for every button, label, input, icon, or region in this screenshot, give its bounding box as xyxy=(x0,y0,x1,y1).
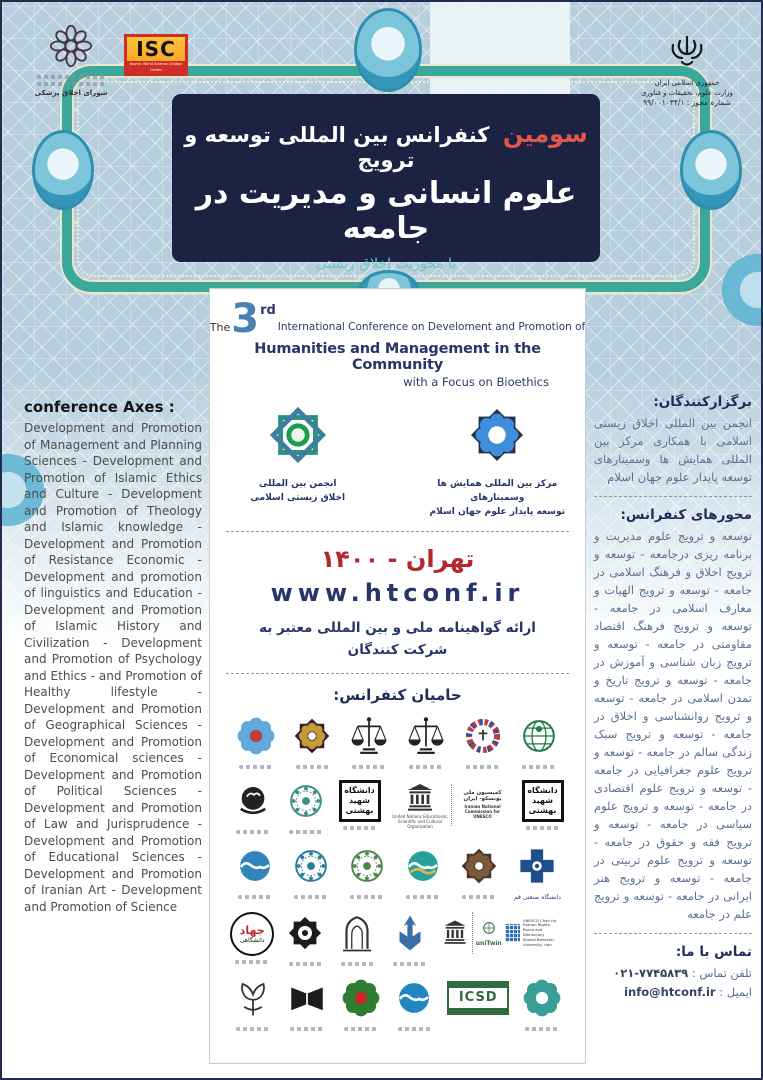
dashed-separator xyxy=(226,673,569,674)
banner-subtitle: با محوریت اخلاق زیستی xyxy=(315,256,457,272)
sponsor-logo-scientific-ethics-association xyxy=(235,715,277,769)
website-link[interactable]: www.htconf.ir xyxy=(270,579,525,607)
title-line-2: Humanities and Management in the Community xyxy=(254,341,541,373)
seminars-center-logo xyxy=(420,403,576,519)
sponsor-logo-unesco-national-commission: United Nations Educational, Scientific and Cultural Organization کمیسیون ملی یونسکو- ایران Iranian National Commission for UNESCO xyxy=(392,780,510,829)
isc-subtitle: Islamic World Science Citation Center xyxy=(127,61,185,73)
sponsor-logo-bioethics-association xyxy=(521,977,563,1031)
isc-label: ISC xyxy=(136,37,176,61)
org-logo-caption-1a: انجمن بین المللی xyxy=(259,479,337,489)
dashed-separator xyxy=(594,496,752,497)
sponsor-logo-shahid-beheshti-university: دانشگاه شهید بهشتی xyxy=(339,780,381,830)
email-line xyxy=(594,983,752,1002)
sponsor-logo-icsd: ICSD xyxy=(447,977,509,1015)
sponsor-logo-iranian-sharing-culture-house xyxy=(340,977,382,1031)
sponsor-logo-jahad-daneshgahi: جهاد دانشگاهی xyxy=(230,912,274,964)
certificate-line-2: شرکت کنندگان xyxy=(347,642,448,658)
title-ordinal-suffix: rd xyxy=(260,303,276,318)
sponsor-logo-justice-ministry xyxy=(348,715,390,769)
star-flower-icon xyxy=(465,403,529,467)
bioethics-association-logo xyxy=(220,403,376,519)
phone-number[interactable]: ۰۲۱-۷۷۴۵۸۳۹ xyxy=(613,966,689,980)
title-line-3: with a Focus on Bioethics xyxy=(403,375,549,389)
sponsor-logo-caspian-studies-center xyxy=(402,845,444,899)
seal-caption: شورای اخلاق پزشکی xyxy=(34,89,108,97)
sponsor-logo-islamic-azad-university xyxy=(389,912,431,966)
org-logo-caption-1b: اخلاق زیستی اسلامی xyxy=(250,493,346,503)
sponsor-logo-science-culture-university xyxy=(284,912,326,966)
sponsor-logo-book-society xyxy=(286,977,328,1031)
iran-emblem-icon xyxy=(667,28,707,74)
banner-line-1 xyxy=(172,120,600,172)
islamic-bioethics-knot-icon xyxy=(266,403,330,467)
contact-block xyxy=(594,944,752,1002)
dashed-separator xyxy=(594,933,752,934)
sponsor-logo-isesco xyxy=(518,715,560,769)
email-label: ایمیل : xyxy=(715,985,752,999)
sponsors-row xyxy=(220,780,575,834)
sponsor-logo-unesco-chair-human-rights: uniTwin UNESCO Chair for Human Rights, Peace and Democracy Shahid Beheshti University, Iran xyxy=(441,912,565,954)
seal-calligraphy-line xyxy=(37,82,106,86)
central-card xyxy=(209,288,586,1064)
organizers-heading: برگزارکنندگان: xyxy=(653,394,752,410)
sponsor-logo-qom-university-of-technology: دانشگاه صنعتی قم xyxy=(514,845,561,901)
org-logo-caption-2b: توسعه پایدار علوم جهان اسلام xyxy=(429,507,565,517)
sponsor-logo-sustainable-development-research-center xyxy=(393,977,435,1031)
org-logo-caption-2a: مرکز بین المللی همایش ها وسمینارهای xyxy=(437,479,558,503)
banner-highlight-word: سومین xyxy=(502,120,588,148)
title-line-1: International Conference on Develoment and Promotion of xyxy=(277,321,586,333)
sponsor-logo-shahid-beheshti-university-2: دانشگاه شهید بهشتی xyxy=(522,780,564,830)
banner-line1-rest: کنفرانس بین المللی توسعه و ترویج xyxy=(184,123,490,172)
license-number: شماره مجوز : ۹۹/۰۰۱۰۳۴/۱ xyxy=(643,98,731,107)
sponsor-logo-science-promotion-center xyxy=(291,715,333,769)
contact-heading: تماس با ما: xyxy=(675,944,752,960)
sponsor-logo-ethics-research-center xyxy=(285,780,327,834)
sponsor-logo-children-rights-society xyxy=(462,715,504,769)
axes-body-en: Development and Promotion of Management and Planning Sciences - Development and Promotion of Islamic Ethics and Culture - Development and Promotion of Theology and Islamic knowledge - Development and Promotion of Resistance Economic - Development and promotion of linguistics and Education - Development and Promotion of Islamic History and Civilization - Development and Promotion of Psychology and Ethics - and Promotion of Healthy lifestyle - Development and Promotion of Geographical Sciences - Development and Promotion of Economical sciences - Development and Promotion of Political Sciences - Development and Promotion of Law and Jurisprudence - Development and Promotion of Educational Sciences - Development and Promotion of Iranian Art - Development and Promotion of Science xyxy=(24,421,202,914)
iran-ministry-block xyxy=(627,28,747,108)
phone-line xyxy=(594,964,752,983)
english-title-block xyxy=(209,296,586,389)
certificate-line-1: ارائه گواهینامه ملی و بین المللی معتبر به xyxy=(259,620,536,636)
title-ordinal-number: 3 xyxy=(231,296,260,342)
persian-info-column xyxy=(594,394,752,1002)
dashed-separator xyxy=(226,531,569,532)
sponsor-logo-health-foundation xyxy=(232,977,274,1031)
seal-flower-icon xyxy=(49,24,93,68)
title-banner xyxy=(172,94,600,272)
phone-label: تلفن تماس : xyxy=(688,966,752,980)
axes-body-fa: توسعه و ترویج علوم مدیریت و برنامه ریزی درجامعه - توسعه و ترویج اخلاق و فرهنگ اسلامی در جامعه - توسعه و ترویج الهیات و معارف اسلامی در جامعه - توسعه و ترویج فرهنگ اقتصاد مقاومتی در جامعه - توسعه و ترویج زبان شناسی و آموزش در جامعه - توسعه و ترویج تاریخ و تمدن اسلامی در جامعه - توسعه و ترویج روانشناسی و اخلاق در جامعه - توسعه و ترویج سبک زندگی سالم در جامعه - توسعه و ترویج علوم جغرافیایی در جامعه - توسعه و ترویج علوم اقتصادی در جامعه - توسعه و ترویج علوم سیاسی در جامعه - توسعه و ترویج فقه و حقوق در جامعه - توسعه و ترویج علوم تربیتی در جامعه - توسعه و ترویج هنر ایرانی در جامعه - توسعه و ترویج علم در جامعه xyxy=(594,529,752,921)
sponsor-logo-judiciary-legal-office xyxy=(405,715,447,769)
sponsors-grid xyxy=(220,715,575,1031)
sponsor-logo-legal-medicine-center xyxy=(290,845,332,899)
sponsors-row xyxy=(220,912,575,966)
sponsor-logo-islamic-council-center xyxy=(346,845,388,899)
organizer-logos-row xyxy=(220,403,575,519)
organizers-body: انجمن بین المللی اخلاق زیستی اسلامی با همکاری مرکز بین المللی همایش ها وسمینارهای توسعه پایدار علوم جهان اسلام xyxy=(594,416,752,484)
email-address[interactable]: info@htconf.ir xyxy=(624,985,716,999)
sponsors-row xyxy=(220,977,575,1031)
gov-line-1: جمهوری اسلامی ایران xyxy=(654,79,720,87)
ornament-top-medallion xyxy=(354,8,422,92)
sponsors-row xyxy=(220,845,575,901)
sponsor-logo-quran-hadith-university xyxy=(336,912,378,966)
isc-logo xyxy=(124,34,188,76)
certificate-note xyxy=(220,617,575,661)
city-year: تهران - ۱۴۰۰ xyxy=(320,545,475,573)
banner-line-2: علوم انسانی و مدیریت در جامعه xyxy=(195,176,577,246)
seal-calligraphy-line xyxy=(37,75,106,79)
ornament-right-medallion xyxy=(680,130,742,210)
axes-heading-fa: محورهای کنفرانس: xyxy=(620,507,752,523)
ornament-left-medallion xyxy=(32,130,94,210)
gov-line-2: وزارت علوم، تحقیقات و فناوری xyxy=(641,89,733,97)
sponsor-logo-islamic-human-rights-commission xyxy=(232,780,274,834)
sponsor-logo-cultural-heritage-org xyxy=(458,845,500,899)
title-the: The xyxy=(209,321,231,334)
sponsor-logo-marine-science-society xyxy=(234,845,276,899)
sponsors-heading: حامیان کنفرانس: xyxy=(333,686,462,704)
conference-axes-column xyxy=(24,398,202,915)
sponsors-row xyxy=(220,715,575,769)
axes-heading-en: conference Axes : xyxy=(24,398,175,416)
medical-ethics-council-seal xyxy=(28,24,114,97)
